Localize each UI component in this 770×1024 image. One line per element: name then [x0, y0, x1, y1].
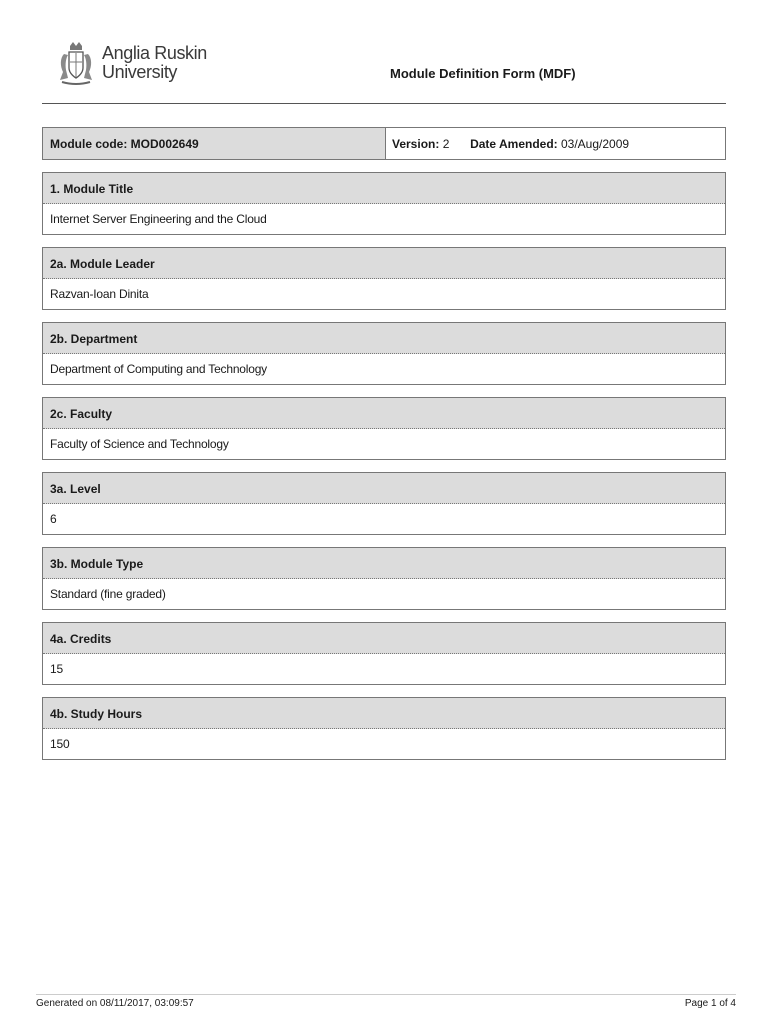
version-value: 2 — [442, 137, 450, 151]
generated-timestamp: Generated on 08/11/2017, 03:09:57 — [36, 998, 194, 1009]
section-heading: 2c. Faculty — [43, 398, 725, 429]
date-amended-value: 03/Aug/2009 — [561, 137, 630, 151]
section-heading: 4a. Credits — [43, 623, 725, 654]
section-heading: 2a. Module Leader — [43, 248, 725, 279]
section-value: 6 — [50, 512, 57, 526]
form-title: Module Definition Form (MDF) — [390, 66, 576, 81]
section-heading: 1. Module Title — [43, 173, 725, 204]
section-faculty — [42, 397, 726, 460]
section-value: 150 — [50, 737, 70, 751]
crest-icon — [56, 40, 96, 86]
section-value: Standard (fine graded) — [50, 587, 166, 601]
date-amended-label: Date Amended: — [470, 137, 558, 151]
section-value: Faculty of Science and Technology — [50, 437, 229, 451]
section-value: 15 — [50, 662, 63, 676]
logo-text-line2: University — [102, 62, 178, 82]
section-module-type — [42, 547, 726, 610]
page-number: Page 1 of 4 — [684, 998, 736, 1009]
section-study-hours — [42, 697, 726, 760]
section-heading: 3b. Module Type — [43, 548, 725, 579]
section-value: Internet Server Engineering and the Cloud — [50, 212, 267, 226]
page-footer — [36, 994, 736, 1009]
section-credits — [42, 622, 726, 685]
section-module-leader — [42, 247, 726, 310]
logo-text-line1: Anglia Ruskin — [102, 43, 207, 63]
section-heading: 2b. Department — [43, 323, 725, 354]
section-module-title — [42, 172, 726, 235]
section-department — [42, 322, 726, 385]
section-value: Department of Computing and Technology — [50, 362, 267, 376]
module-code-box — [42, 127, 726, 160]
section-heading: 4b. Study Hours — [43, 698, 725, 729]
module-code: Module code: MOD002649 — [43, 128, 386, 159]
version-label: Version: — [392, 137, 440, 151]
section-heading: 3a. Level — [43, 473, 725, 504]
section-level — [42, 472, 726, 535]
section-value: Razvan-Ioan Dinita — [50, 287, 149, 301]
version-info — [386, 128, 725, 159]
page-header — [42, 36, 726, 104]
university-logo — [56, 40, 207, 86]
